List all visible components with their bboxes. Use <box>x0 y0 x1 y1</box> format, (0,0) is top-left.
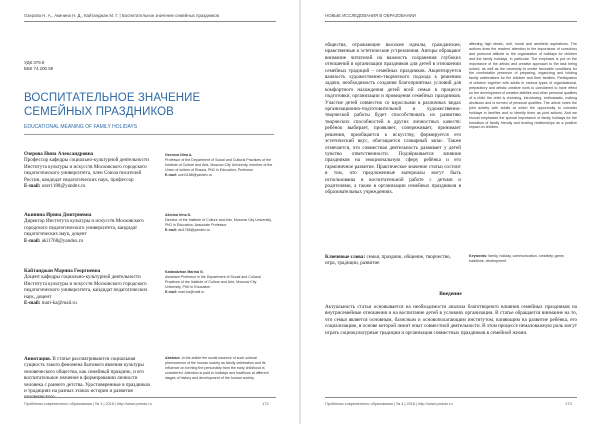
footer-journal: Проблемы современного образования | № 4 | 2018 | http://www.pmedu.ru <box>325 402 453 406</box>
author-desc: Professor of the Department of Social and Cultural Practices of the Institute of Culture and Arts, Moscow City University, member of the Union of writers of Russia, PhD in Education, Professor <box>165 157 273 172</box>
author-name: Озерова Нина Александровна <box>24 151 94 157</box>
title-rule <box>24 134 274 135</box>
left-page <box>0 0 299 424</box>
email-label: E-mail: <box>24 300 41 307</box>
email-label: E-mail: <box>24 183 41 190</box>
author-email[interactable]: ozer1188@yandex.ru <box>177 172 213 177</box>
article-subtitle: EDUCATIONAL MEANING OF FAMILY HOLIDAYS <box>24 124 138 130</box>
author-email-line <box>24 300 154 306</box>
right-page <box>301 0 600 424</box>
author-email[interactable]: ozer1188@yandex.ru <box>41 183 86 190</box>
footer-rule <box>325 397 577 398</box>
author-desc: Assistant Professor in the Department of Social and Cultural Practices of the Institute of Culture and Arts, Moscow City University, PhD in Education <box>165 274 261 289</box>
keywords-label: Ключевые слова: <box>325 254 366 260</box>
author-ru-2 <box>24 212 154 244</box>
running-header: НОВЫЕ ИССЛЕДОВАНИЯ В ОБРАЗОВАНИИ <box>325 13 416 18</box>
author-name: Kaitandzhan Marina G. <box>165 270 204 274</box>
author-email-line <box>165 228 273 233</box>
keywords-label: Keywords: <box>469 254 488 258</box>
author-email-line <box>24 183 154 189</box>
author-en-2 <box>165 213 273 233</box>
udk-code: УДК 379.8 <box>24 60 45 65</box>
email-label: E-mail: <box>24 237 41 244</box>
footer-rule <box>24 397 276 398</box>
author-name: Akinina Irina D. <box>165 213 192 217</box>
author-email-line <box>165 290 273 295</box>
author-email[interactable]: mari-ka@mail.ru <box>177 289 205 294</box>
author-desc: Director of the Institute of Culture and Arts, Moscow City University, PhD in Education, Associate Professor <box>165 217 272 227</box>
author-name: Ozerova Nina A. <box>165 153 193 157</box>
section-heading: Введение <box>439 291 462 297</box>
footer-journal: Проблемы современного образования | № 4 | 2018 | http://www.pmedu.ru <box>24 402 152 406</box>
body-column-ru: общества, отражающие высокие идеалы, гражданские, нравственные и эстетические устремления. Авторы обращают внимание читателей на важность сохранения глубоких отношений в организации праздников для детей в отношении семейных традиций – семейных праздников. Акцентируется важность художественно-творческого подхода к решению задачи, необходимость создания благоприятных условий для комфортного нахождения детей всей семьи в процессе подготовки, организации и проведения семейных праздников. Участие детей совместно со взрослыми в различных видах организационно-подготовительной и художественно-творческой работы будет способствовать их развитию творческих способностей в других личностных качеств: ребёнок выбирает, проявляет, сопереживает, принимает решения, приобщается к искусству, формируется его эстетический вкус, обогащается словарный запас. Также отмечается, что совместная деятельность развивает у детей чувство ответственности. Подчёркивается влияние праздников на эмоциональную сферу ребёнка и его гармоничное развитие. Практическое значение статьи состоит в том, что предложенные материалы могут быть использованы в воспитательной работе с детьми и родителями, а также в организации семейных праздников в образовательных учреждениях. <box>325 42 461 196</box>
author-email[interactable]: aki1768@yandex.ru <box>41 237 84 244</box>
page-number: 172 <box>262 401 269 406</box>
running-header: Озерова Н. А., Акинина Н. Д., Кайтанджан М. Г. | Воспитательное значение семейных праздников <box>24 13 219 18</box>
author-email[interactable]: aki1768@yandex.ru <box>177 227 211 232</box>
keywords-text: семья, праздник, общение, творчество, игра, традиции, развитие <box>325 254 451 267</box>
title-line-1: ВОСПИТАТЕЛЬНОЕ ЗНАЧЕНИЕ <box>24 92 201 104</box>
author-desc: Директор Института культуры и искусств Московского городского педагогического университета, кандидат педагогических наук, доцент <box>24 218 144 238</box>
author-ru-1 <box>24 151 154 189</box>
author-email[interactable]: mari-ka@mail.ru <box>41 300 77 307</box>
email-label: E-mail: <box>165 172 177 177</box>
body-column-en: affecting high ideals, civil, moral and aesthetic aspirations. The authors draw the readers' attention to the importance of conscious and profound attitude to the organization of holidays for children and the family holidays, in particular. The emphasis is put on the importance of the artistic and creative approach to the task being solved, as well as the necessity to create favorable conditions for the comfortable presence of preparing, organizing and holding family celebrations for the children and their families. Participation of children together with adults in various types of organizational, preparatory and artistic creative work is considered to have effect on the development of creative abilities and other personal qualities of a child: the child is choosing, introducing, enthusiastic, making decisions and is formed of personal qualities. The article notes the joint activity with adults at which the opportunity to consider holidays in families and to identify them as joint actions. And we should emphasize the special importance of family holidays for the formation of family friendly and trusting relationships as a positive impact on children. <box>469 42 577 130</box>
classification-codes <box>24 60 53 72</box>
email-label: E-mail: <box>165 227 177 232</box>
abstract-label: Аннотация. <box>24 356 52 362</box>
author-email-line <box>24 238 154 244</box>
keywords-ru <box>325 254 461 267</box>
email-label: E-mail: <box>165 289 177 294</box>
abstract-ru <box>24 356 154 401</box>
author-desc: Доцент кафедры социально-культурной деятельности Института культуры и искусств Московского городского педагогического университета, кандидат педагогических наук, доцент <box>24 274 148 300</box>
keywords-en <box>469 254 577 264</box>
header-rule <box>325 21 577 22</box>
abstract-text: В статье рассматриваются социальная сущность такого феномена бытового явления культуры человеческого общества, как семейный праздник, и его воспитательное значение в формировании личности человека с раннего детства. Удостоверенные в праздниках и традициях на разных этапах истории и развития человеческого <box>24 356 151 401</box>
abstract-en <box>165 356 273 381</box>
title-line-2: СЕМЕЙНЫХ ПРАЗДНИКОВ <box>24 105 174 118</box>
intro-paragraph: Актуальность статьи основывается на необходимости анализа благотворного влияния семейных праздников на внутрисемейные отношения и на воспитание детей в условиях организации. В статье обращается внимание на то, что семья является основным, базисным и основополагающим институтом, влияющим на развитие ребёнка, его социализацию, в основе которой лежит опыт совместной деятельности. В этом процессе немаловажную роль могут играть социокультурные традиции и организация совместных праздников в семейной жизни. <box>325 304 577 336</box>
author-name: Кайтанджан Марина Георгиевна <box>24 268 101 274</box>
author-desc: Профессор кафедры социально-культурной деятельности Института культуры и искусств Московского городского педагогического университета, член Союза писателей России, кандидат педагогических наук, профессор <box>24 157 149 183</box>
author-ru-3 <box>24 268 154 306</box>
author-en-3 <box>165 270 273 295</box>
author-email-line <box>165 173 273 178</box>
page-number: 173 <box>565 401 572 406</box>
abstract-label: Abstract. <box>165 356 181 360</box>
bbk-code: ББК 74.200.58 <box>24 66 54 71</box>
author-name: Акинина Ирина Дмитриевна <box>24 212 92 218</box>
author-en-1 <box>165 153 273 178</box>
abstract-text: In the article the social essence of such cultural phenomenon of the human society as family celebration and its influence on forming the personality from the early childhood is considered. Attention is paid to holidays and traditions at different stages of history and development of the human society. <box>165 356 269 380</box>
header-rule <box>24 21 276 22</box>
article-title <box>24 92 269 119</box>
keywords-text: family, holiday, communication, creativity, game, traditions, development <box>469 254 565 263</box>
